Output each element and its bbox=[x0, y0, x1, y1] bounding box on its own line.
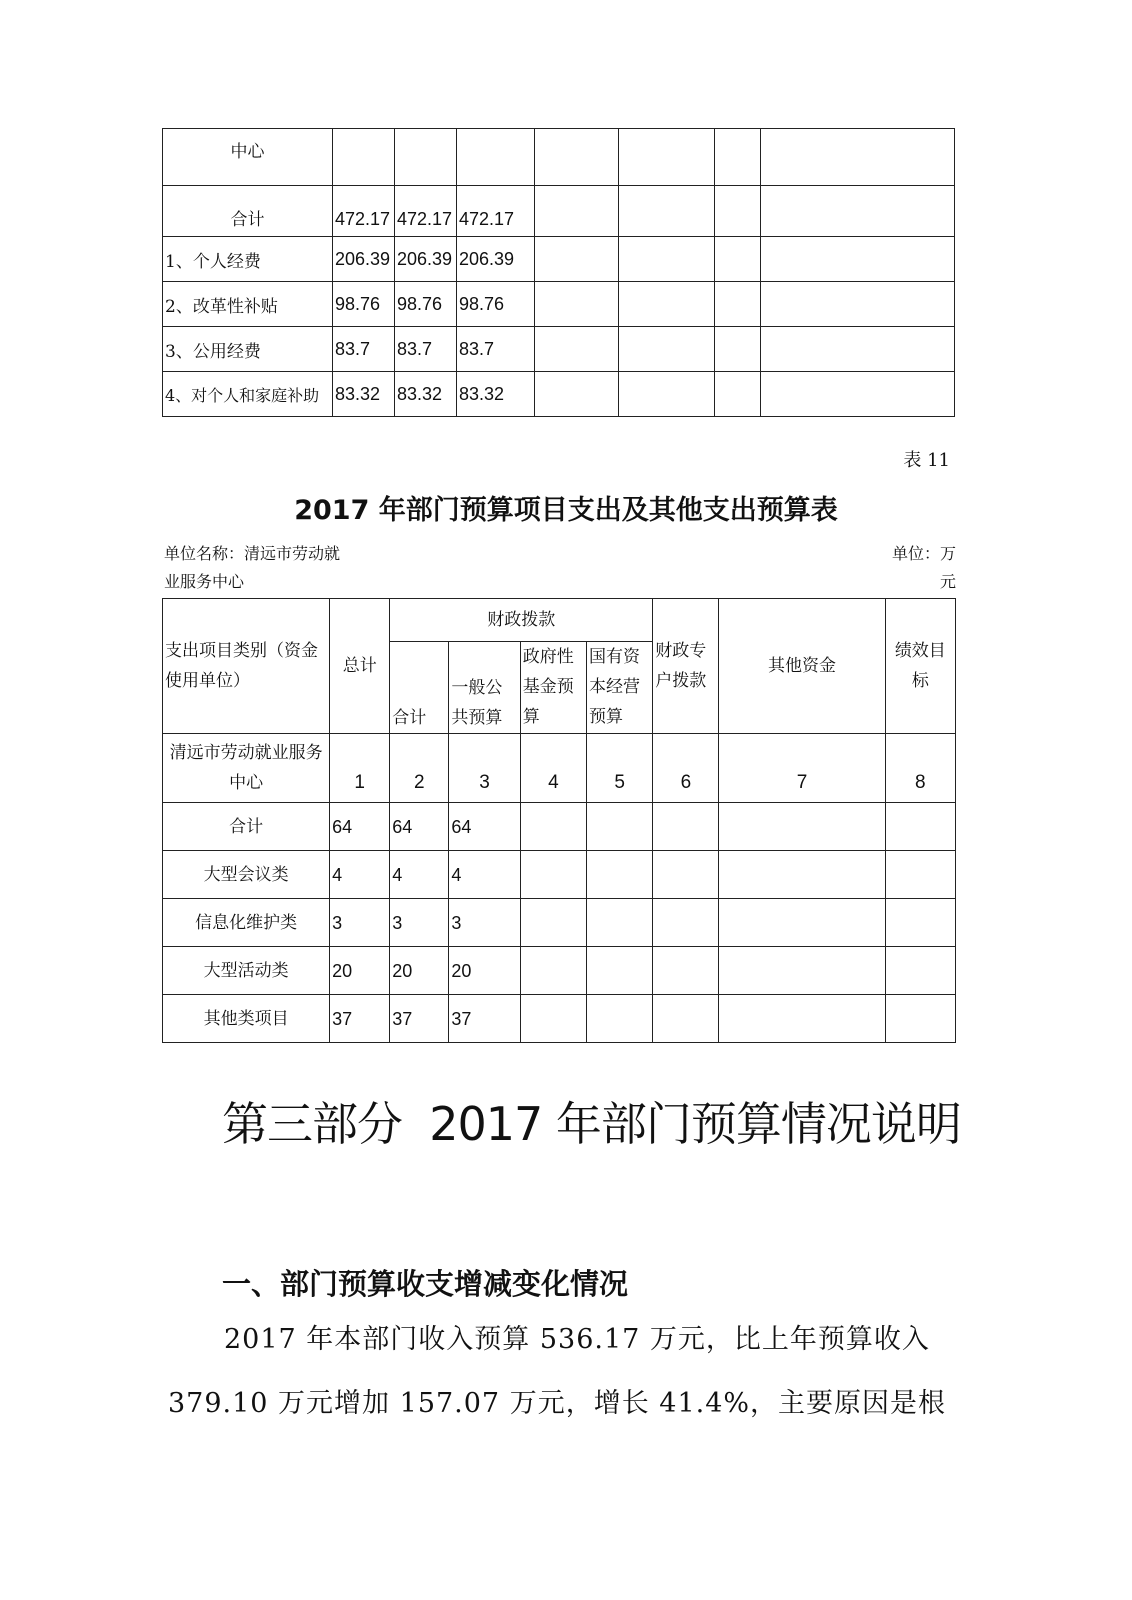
cell-value: 206.39 bbox=[457, 237, 535, 282]
body-paragraph: 2017 年本部门收入预算 536.17 万元，比上年预算收入 379.10 万元增加 157.07 万元，增长 41.4%，主要原因是根 bbox=[168, 1324, 947, 1419]
cell-value: 20 bbox=[390, 947, 449, 995]
table-row bbox=[163, 947, 956, 995]
cell-value: 37 bbox=[390, 995, 449, 1043]
cell-value: 472.17 bbox=[457, 186, 535, 237]
row-label: 大型活动类 bbox=[163, 947, 330, 995]
cell-value: 83.7 bbox=[457, 327, 535, 372]
row-label: 4、对个人和家庭补助 bbox=[163, 372, 333, 417]
row-label: 信息化维护类 bbox=[163, 899, 330, 947]
table-row bbox=[163, 372, 955, 417]
row-label: 2、改革性补贴 bbox=[163, 282, 333, 327]
cell-value: 472.17 bbox=[333, 186, 395, 237]
header-category: 支出项目类别（资金使用单位） bbox=[163, 599, 330, 734]
header-subtotal: 合计 bbox=[390, 642, 449, 734]
budget-summary-table-continued bbox=[162, 128, 955, 417]
project-expenditure-table bbox=[162, 598, 956, 1043]
cell-value: 4 bbox=[449, 851, 520, 899]
cell-value: 37 bbox=[449, 995, 520, 1043]
header-performance: 绩效目标 bbox=[885, 599, 955, 734]
unit-label: 单位：万元 bbox=[891, 544, 956, 591]
cell-value: 98.76 bbox=[333, 282, 395, 327]
row-label: 清远市劳动就业服务中心 bbox=[163, 734, 330, 803]
column-index: 5 bbox=[586, 734, 652, 803]
row-label: 合计 bbox=[163, 803, 330, 851]
table-row bbox=[163, 899, 956, 947]
cell-value: 3 bbox=[449, 899, 520, 947]
cell-value: 83.32 bbox=[457, 372, 535, 417]
header-total: 总计 bbox=[330, 599, 390, 734]
row-label: 中心 bbox=[163, 129, 333, 186]
cell-value: 83.32 bbox=[395, 372, 457, 417]
header-fiscal-allocation: 财政拨款 bbox=[390, 599, 653, 642]
cell-value: 64 bbox=[390, 803, 449, 851]
table-row bbox=[163, 282, 955, 327]
cell-value: 472.17 bbox=[395, 186, 457, 237]
table-title: 2017 年部门预算项目支出及其他支出预算表 bbox=[294, 495, 838, 526]
section-title: 第三部分 2017 年部门预算情况说明 bbox=[222, 1097, 961, 1151]
column-index: 2 bbox=[390, 734, 449, 803]
table-row bbox=[163, 237, 955, 282]
table-header-row bbox=[163, 599, 956, 642]
header-general-budget: 一般公共预算 bbox=[449, 642, 520, 734]
unit-name: 单位名称：清远市劳动就业服务中心 bbox=[164, 544, 341, 591]
table-row bbox=[163, 851, 956, 899]
cell-value: 20 bbox=[449, 947, 520, 995]
cell-value: 64 bbox=[330, 803, 390, 851]
header-special-account: 财政专户拨款 bbox=[653, 599, 719, 734]
column-index: 4 bbox=[520, 734, 586, 803]
table-row bbox=[163, 186, 955, 237]
row-label: 1、个人经费 bbox=[163, 237, 333, 282]
column-index: 6 bbox=[653, 734, 719, 803]
column-index: 3 bbox=[449, 734, 520, 803]
column-index: 7 bbox=[719, 734, 885, 803]
cell-value: 98.76 bbox=[457, 282, 535, 327]
table-row bbox=[163, 734, 956, 803]
cell-value: 98.76 bbox=[395, 282, 457, 327]
cell-value: 206.39 bbox=[395, 237, 457, 282]
row-label: 其他类项目 bbox=[163, 995, 330, 1043]
header-other-funds: 其他资金 bbox=[719, 599, 885, 734]
cell-value: 64 bbox=[449, 803, 520, 851]
cell-value: 20 bbox=[330, 947, 390, 995]
cell-value: 3 bbox=[390, 899, 449, 947]
table-row bbox=[163, 995, 956, 1043]
table-row bbox=[163, 129, 955, 186]
cell-value: 83.32 bbox=[333, 372, 395, 417]
table-number: 表 11 bbox=[903, 450, 950, 471]
cell-value: 4 bbox=[390, 851, 449, 899]
column-index: 8 bbox=[885, 734, 955, 803]
cell-value: 3 bbox=[330, 899, 390, 947]
cell-value: 206.39 bbox=[333, 237, 395, 282]
subsection-title: 一、部门预算收支增减变化情况 bbox=[222, 1267, 629, 1301]
row-label: 3、公用经费 bbox=[163, 327, 333, 372]
table-row bbox=[163, 803, 956, 851]
cell-value: 83.7 bbox=[395, 327, 457, 372]
cell-value: 37 bbox=[330, 995, 390, 1043]
column-index: 1 bbox=[330, 734, 390, 803]
row-label: 合计 bbox=[163, 186, 333, 237]
row-label: 大型会议类 bbox=[163, 851, 330, 899]
header-state-capital: 国有资本经营预算 bbox=[586, 642, 652, 734]
cell-value: 83.7 bbox=[333, 327, 395, 372]
header-gov-fund: 政府性基金预算 bbox=[520, 642, 586, 734]
cell-value: 4 bbox=[330, 851, 390, 899]
table-row bbox=[163, 327, 955, 372]
